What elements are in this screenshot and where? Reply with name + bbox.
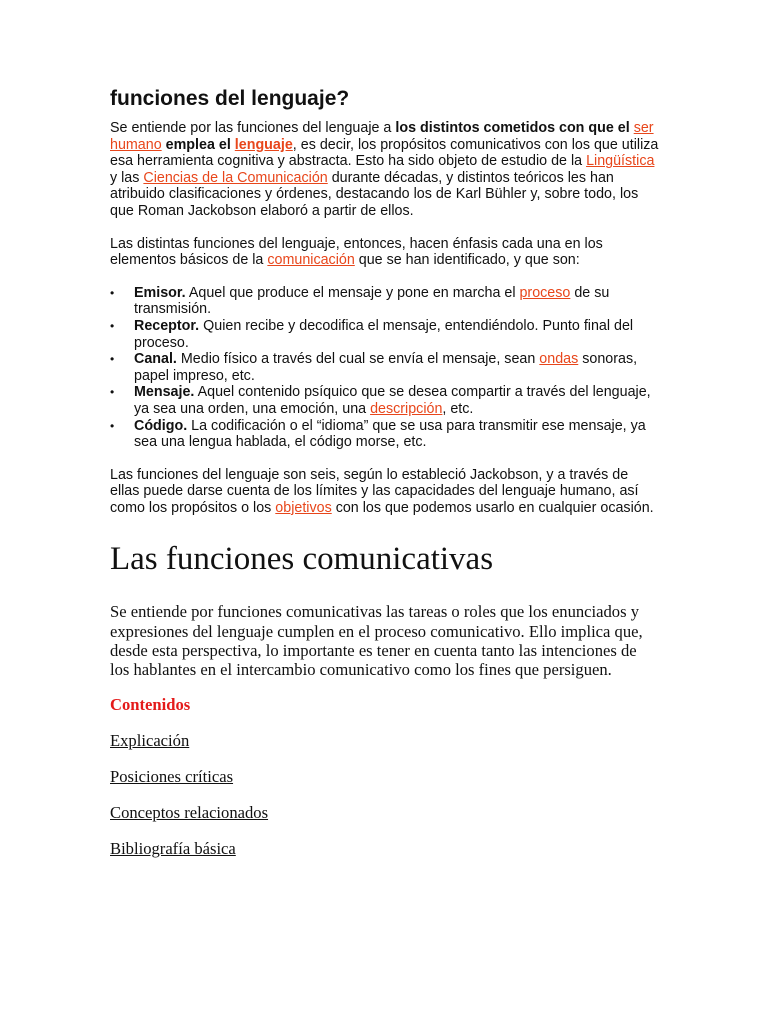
- text-span: con los que podemos usarlo en cualquier ocasión.: [331, 499, 654, 516]
- document-page: [110, 86, 660, 859]
- toc-link-posiciones-criticas[interactable]: Posiciones críticas: [110, 767, 234, 787]
- functions-paragraph: Se entiende por funciones comunicativas las tareas o roles que los enunciados y expresiones del lenguaje cumplen en el proceso comunicativo. Ello implica que, desde esta perspectiva, lo importante es tener en cuenta tanto las intenciones de los hablantes en el intercambio comunicativo como los fines que persiguen.: [110, 602, 643, 680]
- list-item: [110, 318, 660, 351]
- list-term: Receptor.: [134, 317, 200, 334]
- elements-list: [110, 285, 660, 451]
- text-span: , es decir, los propósitos comunicativos con los que utiliza esa herramienta cognitiva y abstracta. Esto ha sido objeto de estudio de la: [110, 136, 659, 170]
- text-span: , etc.: [442, 400, 474, 417]
- section-title: Las funciones comunicativas: [110, 541, 494, 578]
- list-item: [110, 285, 660, 318]
- link-ciencias-comunicacion[interactable]: Ciencias de la Comunicación: [143, 169, 328, 186]
- list-term: Emisor.: [134, 284, 186, 301]
- section-heading: funciones del lenguaje?: [110, 87, 350, 110]
- link-lenguaje[interactable]: lenguaje: [234, 136, 293, 153]
- list-term: Mensaje.: [134, 384, 195, 401]
- bold-text: los distintos cometidos con que el: [395, 120, 634, 136]
- link-comunicacion[interactable]: comunicación: [267, 252, 355, 269]
- text-span: Medio físico a través del cual se envía el mensaje, sean: [176, 351, 540, 368]
- text-span: Aquel que produce el mensaje y pone en marcha el: [185, 284, 520, 301]
- text-span: que se han identificado, y que son:: [354, 252, 580, 269]
- text-span: Las funciones del lenguaje son seis, según lo estableció Jackobson, y a través de ellas puede darse cuenta de los límites y las capacidades del lenguaje humano, así como los propósitos o los: [110, 466, 639, 516]
- six-functions-paragraph: [110, 467, 660, 517]
- text-span: Se entiende por las funciones del lenguaje a: [110, 120, 396, 136]
- link-descripcion[interactable]: descripción: [370, 400, 443, 417]
- bold-text: emplea el: [161, 136, 235, 153]
- text-span: La codificación o el “idioma” que se usa para transmitir ese mensaje, ya sea una lengua hablada, el código morse, etc.: [134, 417, 646, 451]
- list-term: Canal.: [134, 351, 177, 368]
- link-proceso[interactable]: proceso: [519, 284, 571, 301]
- intro-paragraph: [110, 120, 660, 220]
- list-item: [110, 351, 660, 384]
- text-span: durante décadas, y distintos teóricos les han atribuido clasificaciones y órdenes, destacando los de Karl Bühler y, sobre todo, los que Roman Jackobson elaboró a partir de ellos.: [110, 169, 639, 219]
- toc-link-conceptos-relacionados[interactable]: Conceptos relacionados: [110, 803, 269, 823]
- list-item: [110, 384, 660, 417]
- text-span: y las: [110, 169, 144, 186]
- text-span: sonoras, papel impreso, etc.: [134, 351, 638, 384]
- link-linguistica[interactable]: Lingüística: [586, 153, 655, 170]
- list-term: Código.: [134, 417, 188, 434]
- list-item: [110, 418, 660, 451]
- text-span: Aquel contenido psíquico que se desea compartir a través del lenguaje, ya sea una orden, una emoción, una: [134, 384, 651, 417]
- text-span: Las distintas funciones del lenguaje, entonces, hacen énfasis cada una en los elementos básicos de la: [110, 235, 603, 269]
- link-ondas[interactable]: ondas: [539, 351, 579, 368]
- link-objetivos[interactable]: objetivos: [275, 499, 332, 516]
- toc-link-explicacion[interactable]: Explicación: [110, 731, 190, 751]
- contents-label: Contenidos: [110, 695, 191, 715]
- toc-link-bibliografia-basica[interactable]: Bibliografía básica: [110, 839, 236, 859]
- text-span: Quien recibe y decodifica el mensaje, entendiéndolo. Punto final del proceso.: [134, 317, 634, 351]
- link-ser-humano[interactable]: ser humano: [110, 120, 654, 153]
- elements-paragraph: [110, 236, 660, 269]
- text-span: de su transmisión.: [134, 284, 610, 318]
